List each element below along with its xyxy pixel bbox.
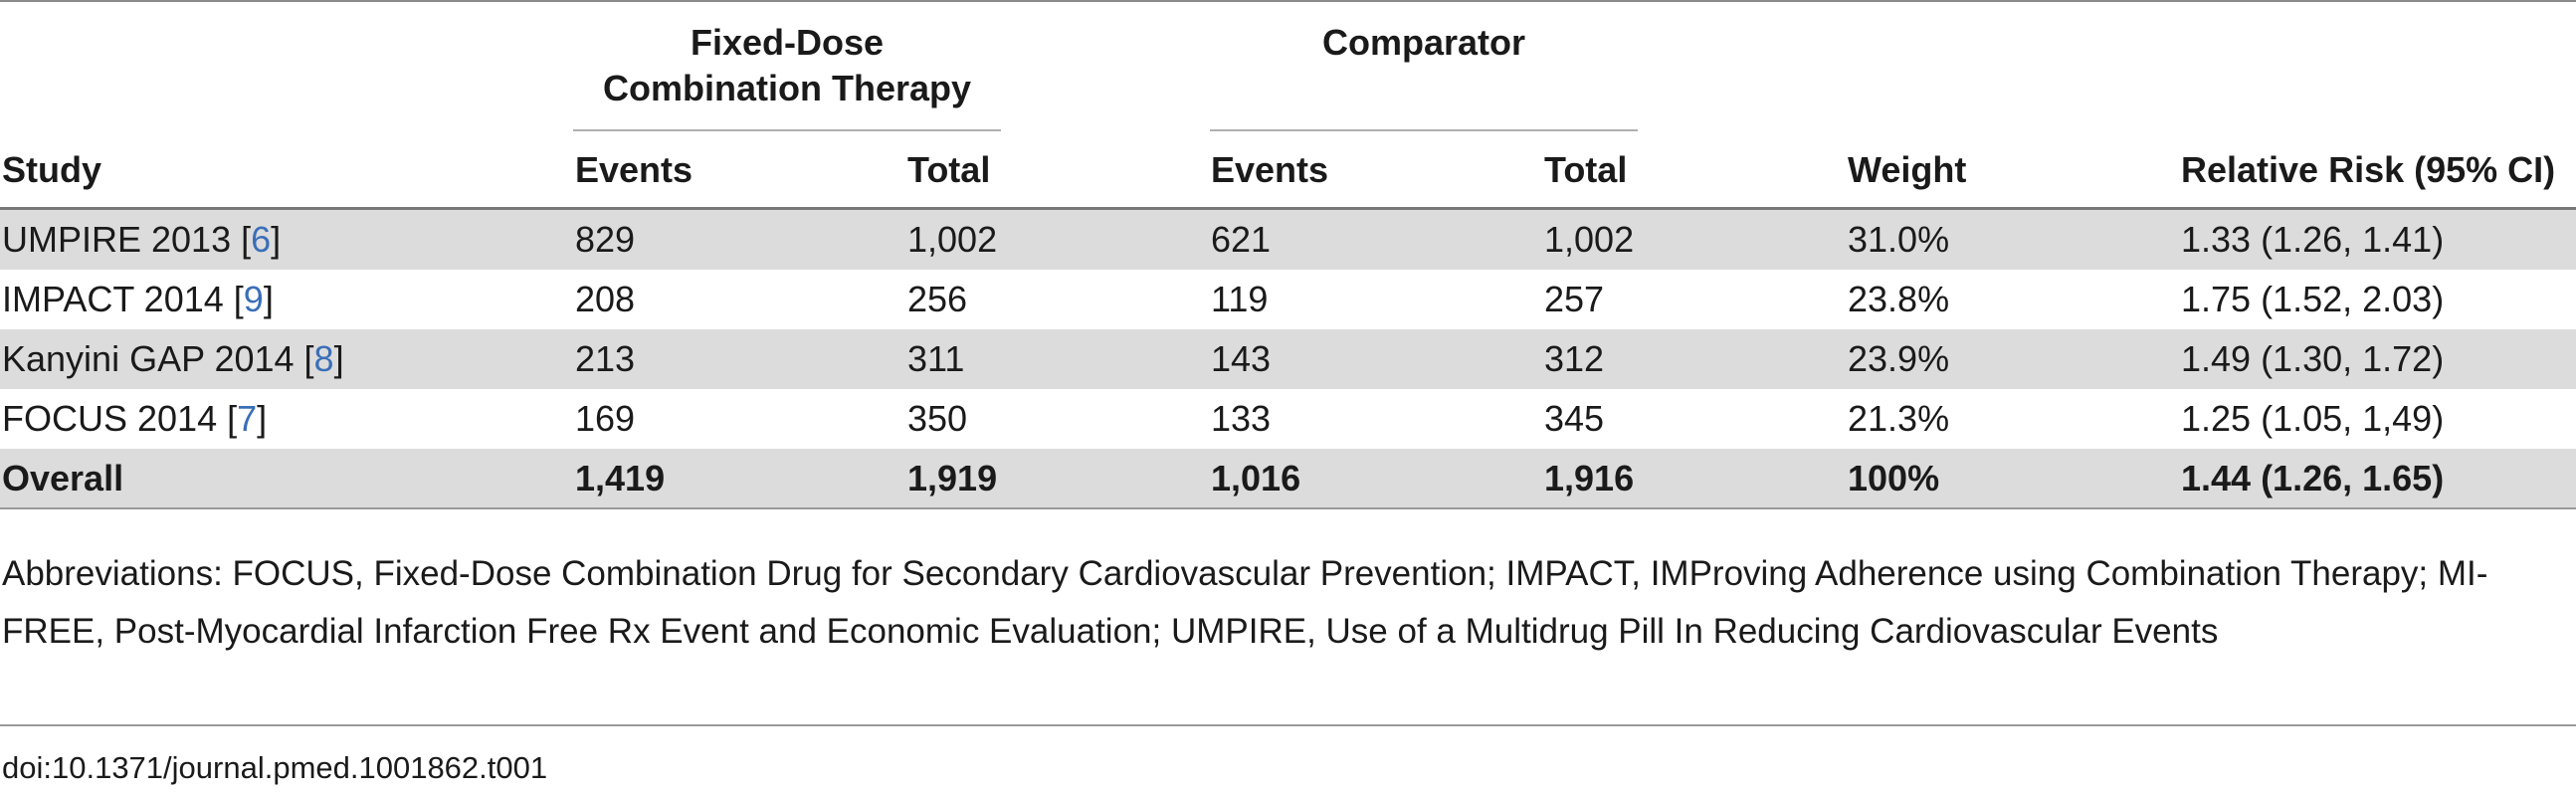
study-name: IMPACT 2014 [ [2, 279, 244, 319]
reference-link[interactable]: 9 [243, 279, 264, 319]
weight-cell: 100% [1848, 458, 1940, 498]
study-cell [2, 389, 267, 449]
table-row [0, 329, 2576, 389]
fdc-total-cell: 1,919 [907, 458, 998, 498]
rr-cell: 1.25 (1.05, 1,49) [2181, 398, 2445, 439]
comparator-group-header [1210, 20, 1638, 66]
fdc-total-cell: 256 [907, 279, 968, 319]
reference-link[interactable]: 8 [313, 338, 334, 379]
study-cell [2, 210, 281, 270]
comp-events-cell: 143 [1211, 338, 1272, 379]
rr-cell: 1.33 (1.26, 1.41) [2181, 219, 2445, 260]
col-header-comp-total: Total [1544, 149, 1628, 190]
col-header-fdc-events: Events [575, 149, 694, 190]
weight-cell: 21.3% [1848, 398, 1950, 439]
col-header-weight: Weight [1848, 149, 1967, 190]
rr-cell: 1.75 (1.52, 2.03) [2181, 279, 2445, 319]
table-row [0, 270, 2576, 329]
comp-total-cell: 312 [1544, 338, 1605, 379]
reference-link[interactable]: 7 [237, 398, 258, 439]
comp-total-cell: 1,916 [1544, 458, 1635, 498]
comp-events-cell: 119 [1211, 279, 1269, 319]
fdc-events-cell: 213 [575, 338, 636, 379]
fdc-events-cell: 208 [575, 279, 636, 319]
fdc-total-cell: 350 [907, 398, 968, 439]
comp-events-cell: 621 [1211, 219, 1272, 260]
rr-cell: 1.44 (1.26, 1.65) [2181, 458, 2445, 498]
overall-label: Overall [2, 458, 124, 498]
study-cell [2, 270, 274, 329]
study-name: FOCUS 2014 [ [2, 398, 238, 439]
table-top-rule [0, 0, 2576, 2]
reference-bracket: ] [263, 279, 274, 319]
comparator-header-label: Comparator [1321, 22, 1526, 63]
fdc-group-rule [573, 129, 1001, 131]
reference-bracket: ] [333, 338, 344, 379]
reference-bracket: ] [257, 398, 268, 439]
rr-cell: 1.49 (1.30, 1.72) [2181, 338, 2445, 379]
reference-link[interactable]: 6 [251, 219, 272, 260]
weight-cell: 23.9% [1848, 338, 1950, 379]
comp-total-cell: 345 [1544, 398, 1605, 439]
col-header-rr: Relative Risk (95% CI) [2181, 149, 2556, 190]
fdc-group-header [573, 20, 1001, 111]
table-bottom-rule [0, 507, 2576, 509]
comparator-group-rule [1210, 129, 1638, 131]
study-name: UMPIRE 2013 [ [2, 219, 252, 260]
study-cell [2, 329, 344, 389]
reference-bracket: ] [271, 219, 282, 260]
fdc-total-cell: 1,002 [907, 219, 998, 260]
col-header-comp-events: Events [1211, 149, 1329, 190]
table-row [0, 210, 2576, 270]
col-header-study: Study [2, 149, 102, 190]
fdc-events-cell: 829 [575, 219, 636, 260]
comp-total-cell: 257 [1544, 279, 1605, 319]
fdc-total-cell: 311 [907, 338, 965, 379]
comp-events-cell: 133 [1211, 398, 1272, 439]
fdc-events-cell: 1,419 [575, 458, 666, 498]
study-name: Kanyini GAP 2014 [ [2, 338, 314, 379]
footnote-rule [0, 724, 2576, 726]
doi-label: doi:10.1371/journal.pmed.1001862.t001 [2, 750, 548, 785]
comp-events-cell: 1,016 [1211, 458, 1301, 498]
fdc-header-line1: Fixed-Dose [690, 22, 885, 63]
col-header-fdc-total: Total [907, 149, 991, 190]
fdc-header-line2: Combination Therapy [602, 68, 972, 108]
overall-row [0, 449, 2576, 508]
fdc-events-cell: 169 [575, 398, 636, 439]
weight-cell: 31.0% [1848, 219, 1950, 260]
table-row [0, 389, 2576, 449]
weight-cell: 23.8% [1848, 279, 1950, 319]
abbreviations-footnote: Abbreviations: FOCUS, Fixed-Dose Combination Drug for Secondary Cardiovascular Prevention; IMPACT, IMProving Adherence using Combination Therapy; MI-FREE, Post-Myocardial Infarction Free Rx Event and Economic Evaluation; UMPIRE, Use of a Multidrug Pill In Reducing Cardiovascular Events [2, 554, 2488, 651]
comp-total-cell: 1,002 [1544, 219, 1635, 260]
